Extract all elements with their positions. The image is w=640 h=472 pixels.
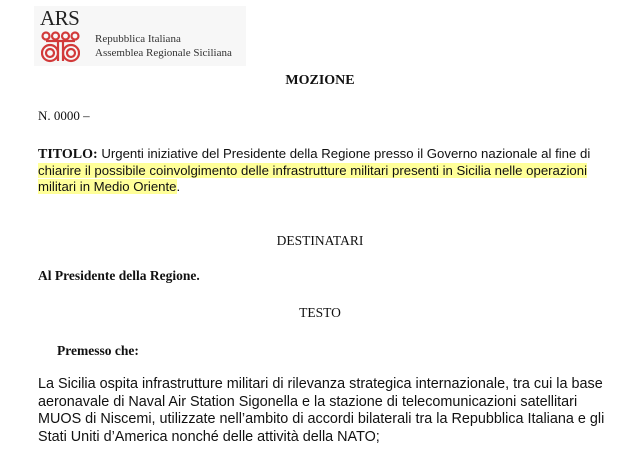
titolo-highlighted-text: chiarire il possibile coinvolgimento delle infrastrutture militari presenti in Sicilia nelle operazioni militari in Medio Oriente bbox=[38, 163, 588, 194]
org-line-1: Repubblica Italiana bbox=[95, 33, 181, 45]
recipient: Al Presidente della Regione. bbox=[38, 268, 200, 283]
titolo-text: Urgenti iniziative del Presidente della Regione presso il Governo nazionale al fine di bbox=[97, 146, 591, 161]
titolo-label: TITOLO: bbox=[38, 147, 98, 162]
motion-number: N. 0000 – bbox=[38, 108, 90, 123]
ars-logo-text: ARS bbox=[40, 6, 80, 30]
document-type-title: MOZIONE bbox=[285, 73, 355, 88]
testo-heading: TESTO bbox=[299, 305, 341, 320]
motion-title bbox=[38, 146, 608, 195]
premesso-heading: Premesso che: bbox=[57, 343, 139, 358]
org-line-2: Assemblea Regionale Siciliana bbox=[95, 47, 232, 59]
paragraph-1: La Sicilia ospita infrastrutture militari di rilevanza strategica internazionale, tra cui la base aeronavale di Naval Air Station Sigonella e la stazione di telecomunicazioni satellitari MUOS di Niscemi, utilizzate nell’ambito di accordi bilaterali tra la Repubblica Italiana e gli Stati Uniti d’America nonché delle attività della NATO; bbox=[38, 376, 605, 445]
destinatari-heading: DESTINATARI bbox=[276, 233, 364, 248]
organization-name bbox=[95, 32, 232, 60]
titolo-end: . bbox=[176, 179, 181, 194]
ars-emblem-icon bbox=[41, 31, 80, 63]
